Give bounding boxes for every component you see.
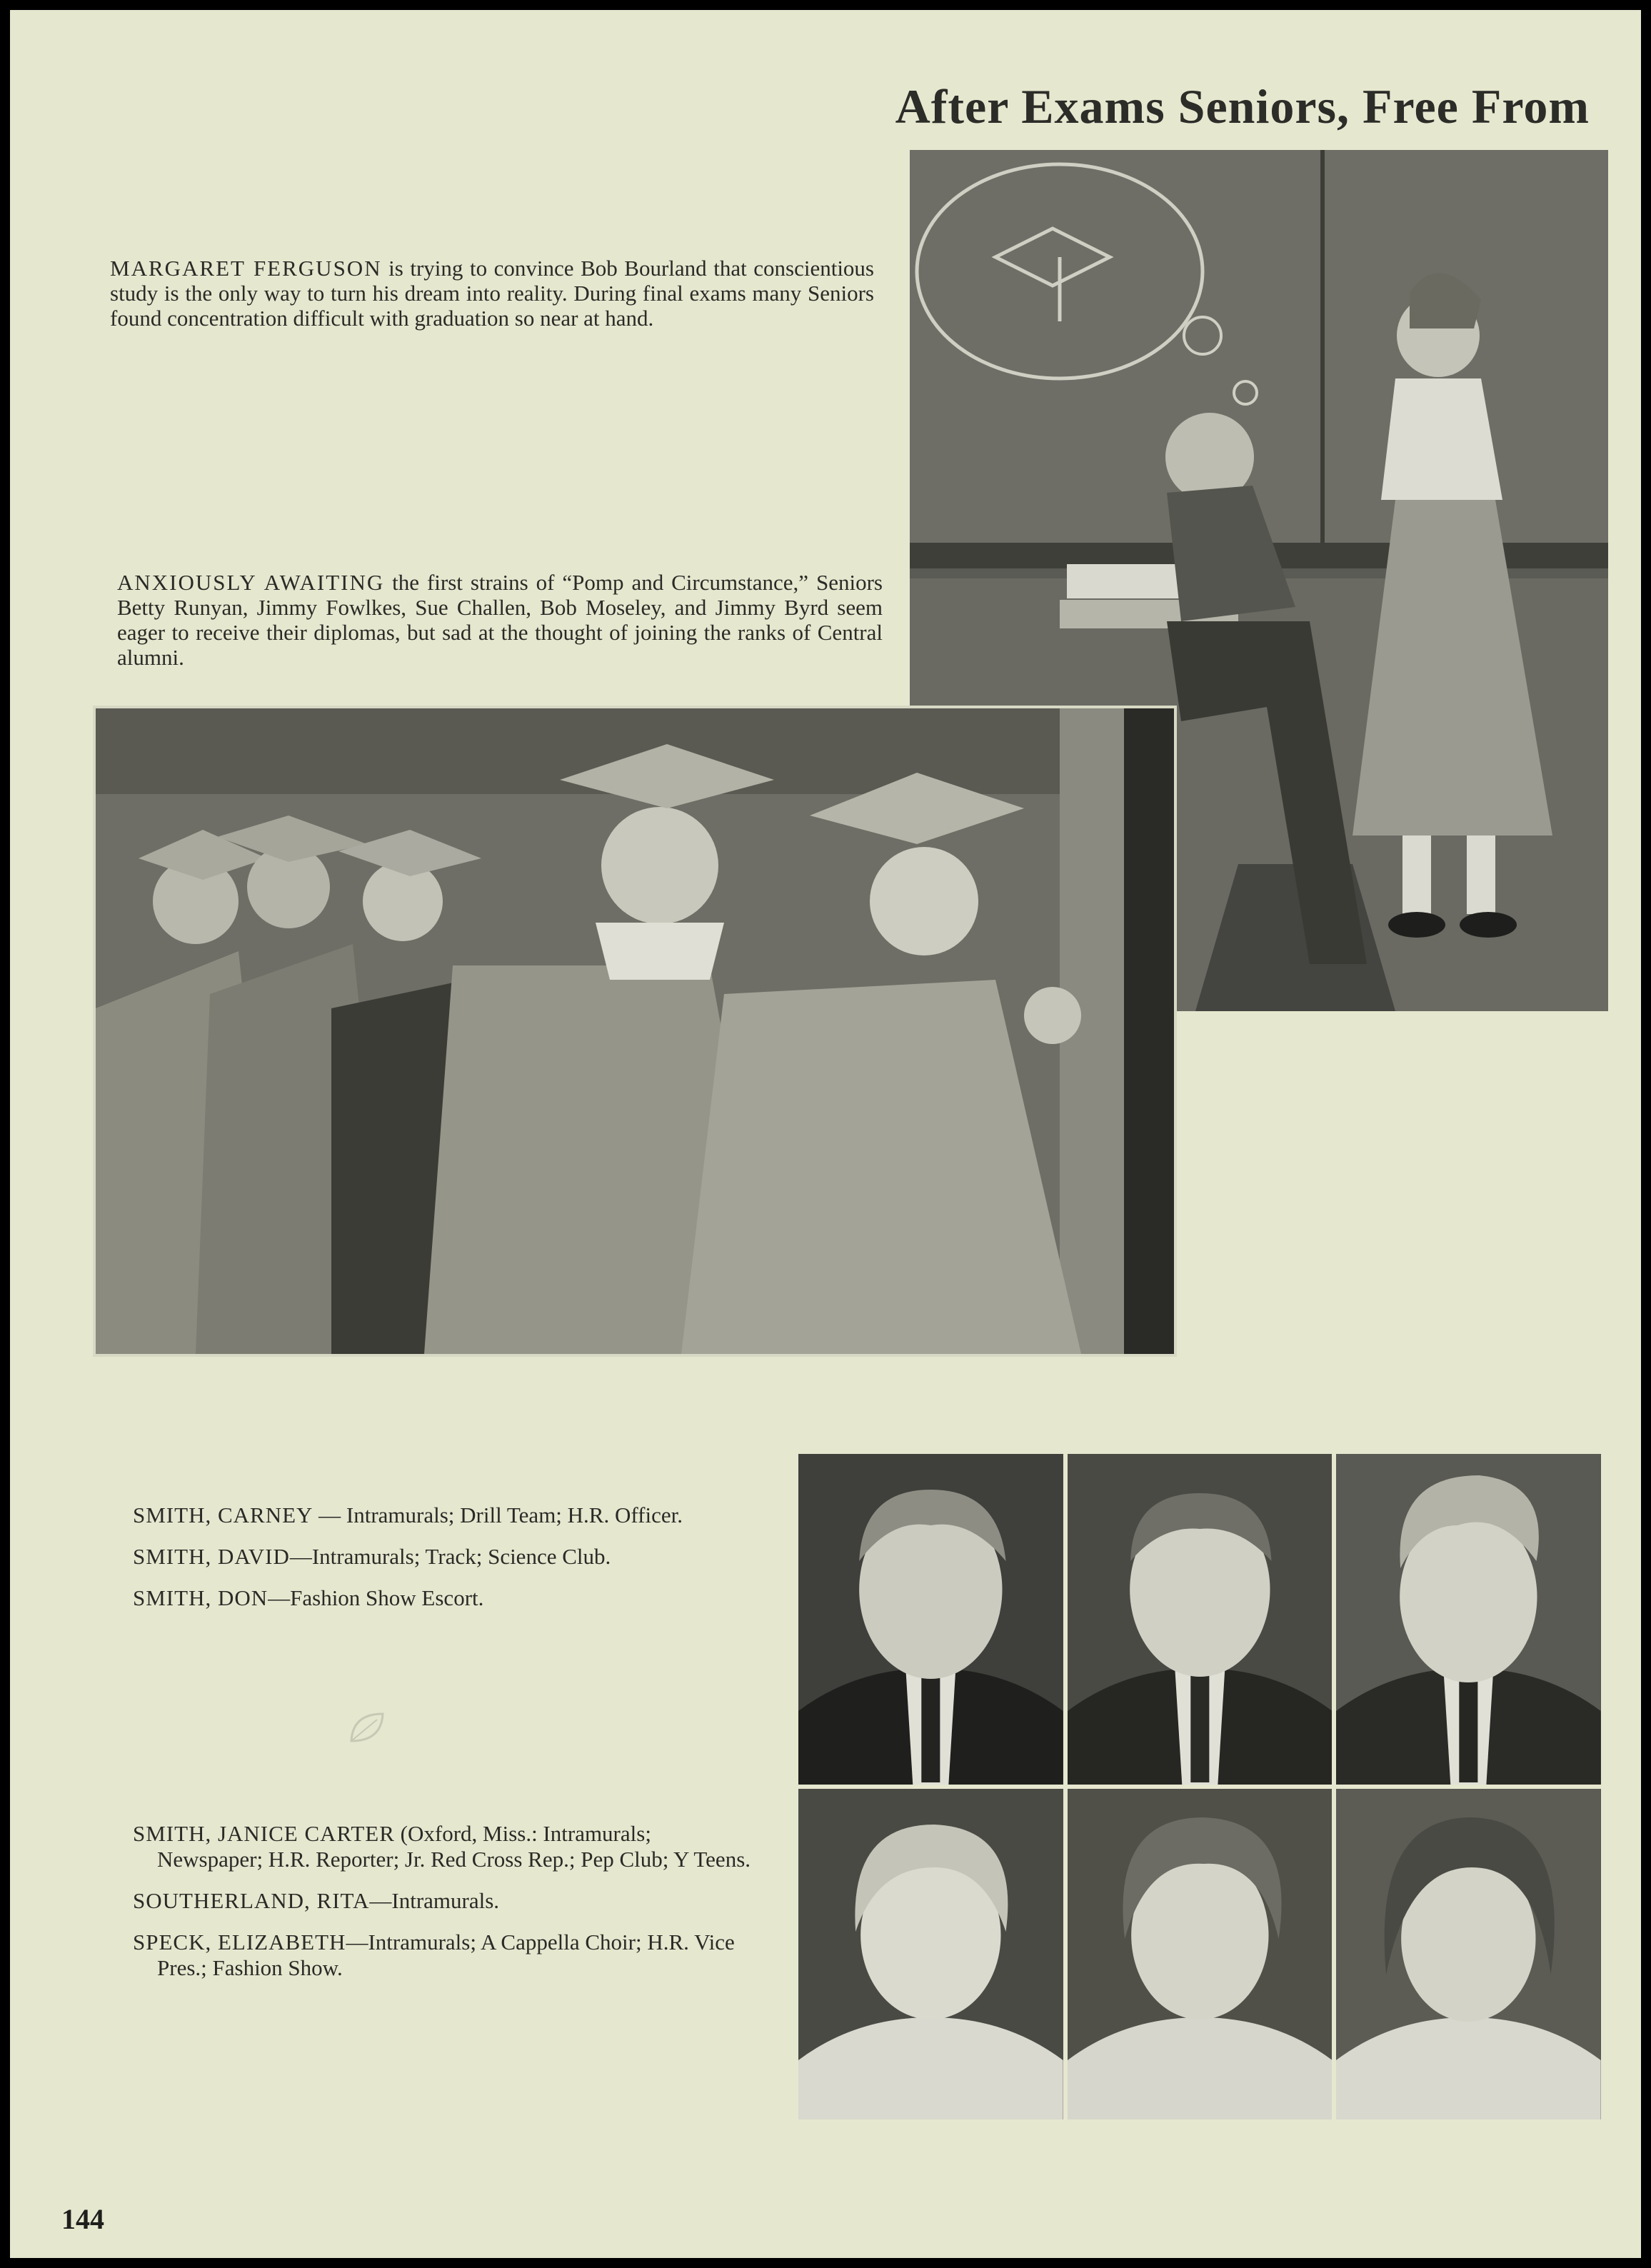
caption-anxiously-awaiting [117,570,883,670]
bio-entry [133,1821,761,1872]
portrait-image [1068,1789,1333,2119]
caption-lead: ANXIOUSLY AWAITING [117,570,385,595]
bio-name: SMITH, DON [133,1585,269,1610]
bio-name: SPECK, ELIZABETH [133,1930,346,1955]
portrait-photo [1068,1454,1333,1785]
portrait-photo [1336,1454,1601,1785]
bio-details: —Intramurals; Track; Science Club. [289,1544,611,1569]
bio-name: SMITH, DAVID [133,1544,290,1569]
senior-portraits-grid [798,1454,1601,2119]
senior-bios-top [133,1502,761,1627]
portrait-image [1336,1454,1601,1785]
page-number: 144 [61,2203,104,2235]
bio-entry [133,1888,761,1914]
portrait-photo [798,1454,1063,1785]
graduates-procession-photo [93,706,1177,1357]
caption-margaret-ferguson [110,256,874,331]
portrait-photo [1068,1789,1333,2119]
portrait-photo [798,1789,1063,2119]
portrait-image [1068,1454,1333,1785]
portrait-image [1336,1789,1601,2119]
bio-details: —Fashion Show Escort. [268,1585,484,1610]
senior-bios-bottom [133,1821,761,1997]
portrait-image [798,1789,1063,2119]
bio-name: SOUTHERLAND, RITA [133,1888,370,1913]
leaf-mark-icon [346,1710,388,1747]
bio-details: —Intramurals; A Cappella Choir; H.R. Vice Pres.; Fashion Show. [157,1930,735,1980]
bio-name: SMITH, JANICE CARTER [133,1821,395,1846]
yearbook-page [10,10,1641,2258]
bio-details: — Intramurals; Drill Team; H.R. Officer. [313,1502,683,1527]
page-headline: After Exams Seniors, Free From [895,79,1590,134]
bio-entry [133,1502,761,1528]
bio-entry [133,1585,761,1611]
bio-details: —Intramurals. [369,1888,500,1913]
bio-entry [133,1544,761,1570]
caption-lead: MARGARET FERGUSON [110,256,382,281]
bio-details: (Oxford, Miss.: Intramurals; Newspaper; H.R. Reporter; Jr. Red Cross Rep.; Pep Club; Y Teens. [157,1821,751,1872]
portrait-photo [1336,1789,1601,2119]
bio-entry [133,1930,761,1981]
portrait-image [798,1454,1063,1785]
graduates-procession-photo-image [96,708,1174,1354]
bio-name: SMITH, CARNEY [133,1502,313,1527]
caption-body: is trying to convince Bob Bourland that conscientious study is the only way to turn his dream into reality. During final exams many Seniors found concentration difficult with graduation so near at hand. [110,256,874,331]
caption-body: the first strains of “Pomp and Circumstance,” Seniors Betty Runyan, Jimmy Fowlkes, Sue Challen, Bob Moseley, and Jimmy Byrd seem eager to receive their diplomas, but sad at the thought of joining the ranks of Central alumni. [117,570,883,670]
